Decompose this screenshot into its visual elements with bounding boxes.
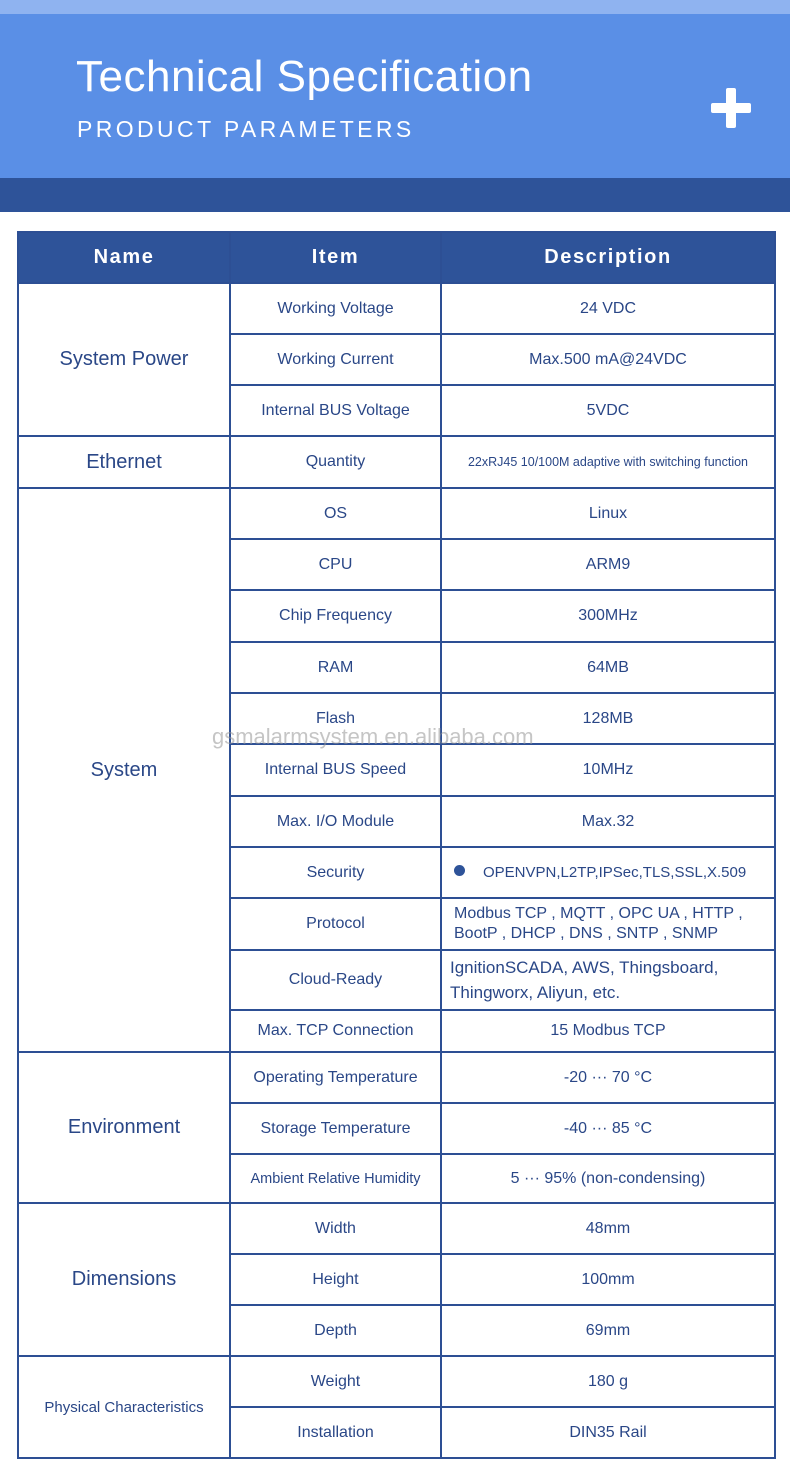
- item-cell: Max. TCP Connection: [230, 1010, 441, 1052]
- group-name-system: System: [18, 488, 230, 1052]
- item-cell: Internal BUS Speed: [230, 744, 441, 796]
- item-cell: Working Current: [230, 334, 441, 385]
- item-cell: Installation: [230, 1407, 441, 1458]
- description-cell: -40 ··· 85 °C: [441, 1103, 775, 1154]
- group-name-system-power: System Power: [18, 283, 230, 436]
- description-cell: 180 g: [441, 1356, 775, 1407]
- group-name-dimensions: Dimensions: [18, 1203, 230, 1356]
- column-header-name: Name: [18, 232, 230, 283]
- description-cell: Linux: [441, 488, 775, 539]
- table-row: [18, 488, 775, 539]
- description-cell: 22xRJ45 10/100M adaptive with switching function: [441, 436, 775, 488]
- item-cell: Max. I/O Module: [230, 796, 441, 847]
- description-cell: 5VDC: [441, 385, 775, 436]
- description-cell: Modbus TCP , MQTT , OPC UA , HTTP , BootP , DHCP , DNS , SNTP , SNMP: [441, 898, 775, 950]
- table-header-row: [18, 232, 775, 283]
- item-cell: Cloud-Ready: [230, 950, 441, 1010]
- item-cell: OS: [230, 488, 441, 539]
- description-cell: 300MHz: [441, 590, 775, 642]
- bullet-icon: [454, 865, 465, 876]
- table-row: [18, 436, 775, 488]
- security-description: OPENVPN,L2TP,IPSec,TLS,SSL,X.509: [483, 864, 747, 881]
- description-cell: 10MHz: [441, 744, 775, 796]
- description-cell: 64MB: [441, 642, 775, 693]
- table-row: [18, 1356, 775, 1407]
- column-header-description: Description: [441, 232, 775, 283]
- description-cell: 128MB: [441, 693, 775, 744]
- column-header-item: Item: [230, 232, 441, 283]
- spec-table: [17, 231, 776, 1459]
- group-name-ethernet: Ethernet: [18, 436, 230, 488]
- description-cell: 24 VDC: [441, 283, 775, 334]
- item-cell: Storage Temperature: [230, 1103, 441, 1154]
- description-cell: [441, 847, 775, 898]
- item-cell: Flash: [230, 693, 441, 744]
- table-row: [18, 1052, 775, 1103]
- description-cell: ARM9: [441, 539, 775, 590]
- item-cell: Security: [230, 847, 441, 898]
- item-cell: Depth: [230, 1305, 441, 1356]
- description-cell: 69mm: [441, 1305, 775, 1356]
- description-cell: 100mm: [441, 1254, 775, 1305]
- watermark: gsmalarmsystem.en.alibaba.com: [212, 724, 534, 749]
- page-title: Technical Specification: [76, 52, 533, 101]
- item-cell: Weight: [230, 1356, 441, 1407]
- top-strip: [0, 0, 790, 14]
- description-cell: 5 ··· 95% (non-condensing): [441, 1154, 775, 1203]
- group-name-environment: Environment: [18, 1052, 230, 1203]
- description-cell: Max.500 mA@24VDC: [441, 334, 775, 385]
- item-cell: Internal BUS Voltage: [230, 385, 441, 436]
- item-cell: Operating Temperature: [230, 1052, 441, 1103]
- description-cell: 48mm: [441, 1203, 775, 1254]
- description-cell: IgnitionSCADA, AWS, Thingsboard, Thingworx, Aliyun, etc.: [441, 950, 775, 1010]
- table-row: [18, 283, 775, 334]
- page-subtitle: PRODUCT PARAMETERS: [77, 116, 415, 142]
- item-cell: Quantity: [230, 436, 441, 488]
- item-cell: Width: [230, 1203, 441, 1254]
- item-cell: Ambient Relative Humidity: [230, 1154, 441, 1203]
- item-cell: Height: [230, 1254, 441, 1305]
- item-cell: Protocol: [230, 898, 441, 950]
- group-name-physical-characteristics: Physical Characteristics: [18, 1356, 230, 1458]
- description-cell: -20 ··· 70 °C: [441, 1052, 775, 1103]
- description-cell: Max.32: [441, 796, 775, 847]
- description-cell: 15 Modbus TCP: [441, 1010, 775, 1052]
- item-cell: CPU: [230, 539, 441, 590]
- item-cell: Working Voltage: [230, 283, 441, 334]
- item-cell: Chip Frequency: [230, 590, 441, 642]
- header-banner: [0, 14, 790, 178]
- item-cell: RAM: [230, 642, 441, 693]
- description-cell: DIN35 Rail: [441, 1407, 775, 1458]
- table-row: [18, 1203, 775, 1254]
- plus-icon: [711, 88, 751, 128]
- header-band: [0, 178, 790, 212]
